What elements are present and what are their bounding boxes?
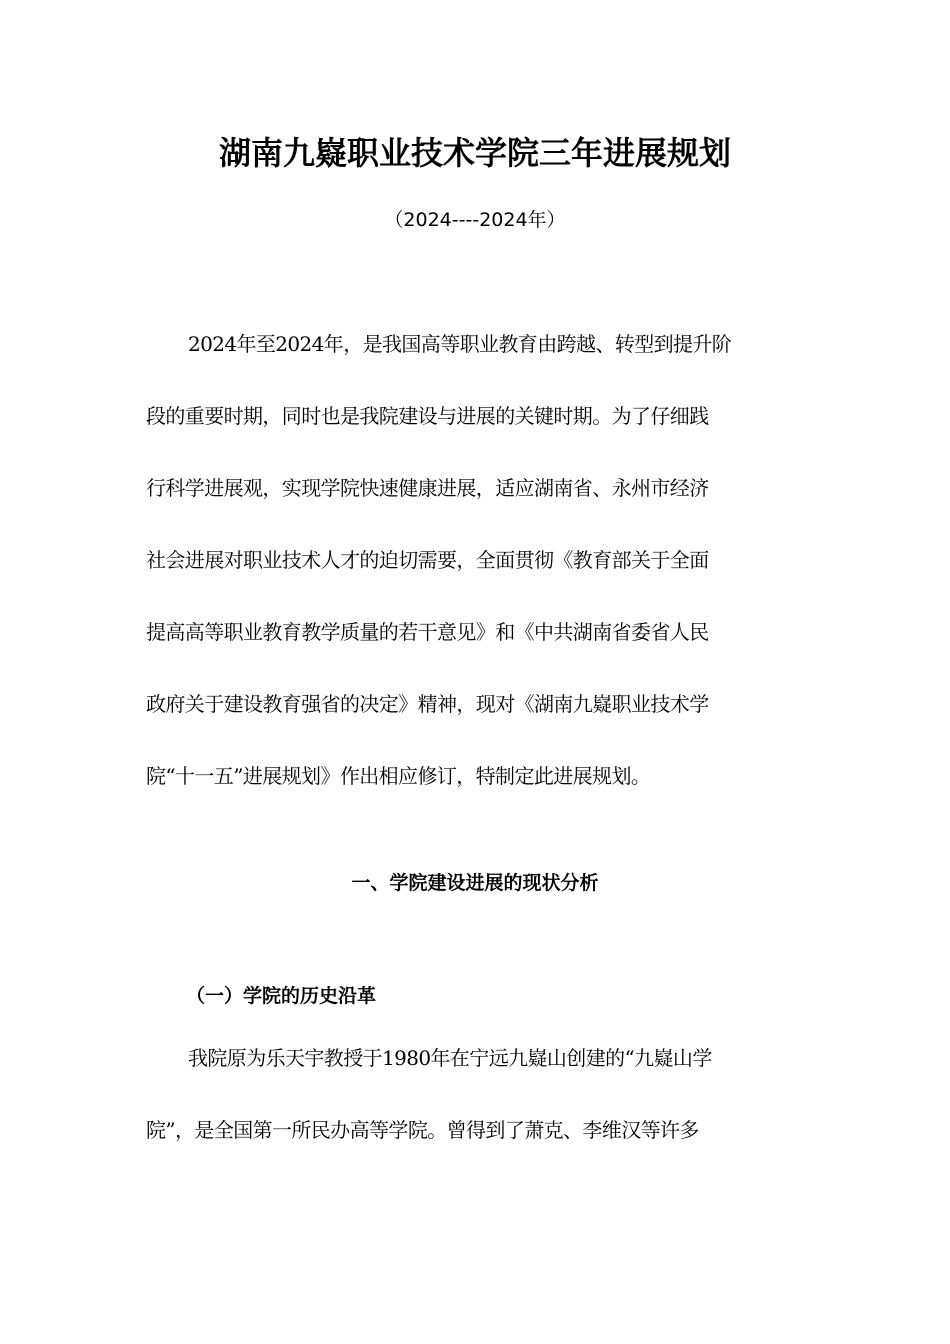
document-title: 湖南九嶷职业技术学院三年进展规划	[218, 134, 731, 172]
intro-line-5: 提高高等职业教育教学质量的若干意见》和《中共湖南省委省人民	[146, 620, 709, 644]
intro-line-3: 行科学进展观，实现学院快速健康进展，适应湖南省、永州市经济	[146, 476, 709, 500]
history-paragraph	[146, 1040, 806, 1184]
document-subtitle: （2024----2024年）	[384, 209, 566, 231]
intro-line-4: 社会进展对职业技术人才的迫切需要，全面贯彻《教育部关于全面	[146, 548, 709, 572]
intro-line-7: 院“十一五”进展规划》作出相应修订，特制定此进展规划。	[146, 764, 651, 788]
intro-paragraph	[146, 326, 806, 830]
history-line-1: 我院原为乐天宇教授于1980年在宁远九嶷山创建的“九嶷山学	[188, 1046, 712, 1070]
intro-line-2: 段的重要时期，同时也是我院建设与进展的关键时期。为了仔细践	[146, 404, 709, 428]
subsection-heading: （一）学院的历史沿革	[186, 985, 377, 1007]
intro-line-1: 2024年至2024年，是我国高等职业教育由跨越、转型到提升阶	[188, 332, 732, 356]
intro-line-6: 政府关于建设教育强省的决定》精神，现对《湖南九嶷职业技术学	[146, 692, 709, 716]
section-heading: 一、学院建设进展的现状分析	[351, 872, 599, 894]
history-line-2: 院”，是全国第一所民办高等学院。曾得到了萧克、李维汉等许多	[146, 1118, 699, 1142]
